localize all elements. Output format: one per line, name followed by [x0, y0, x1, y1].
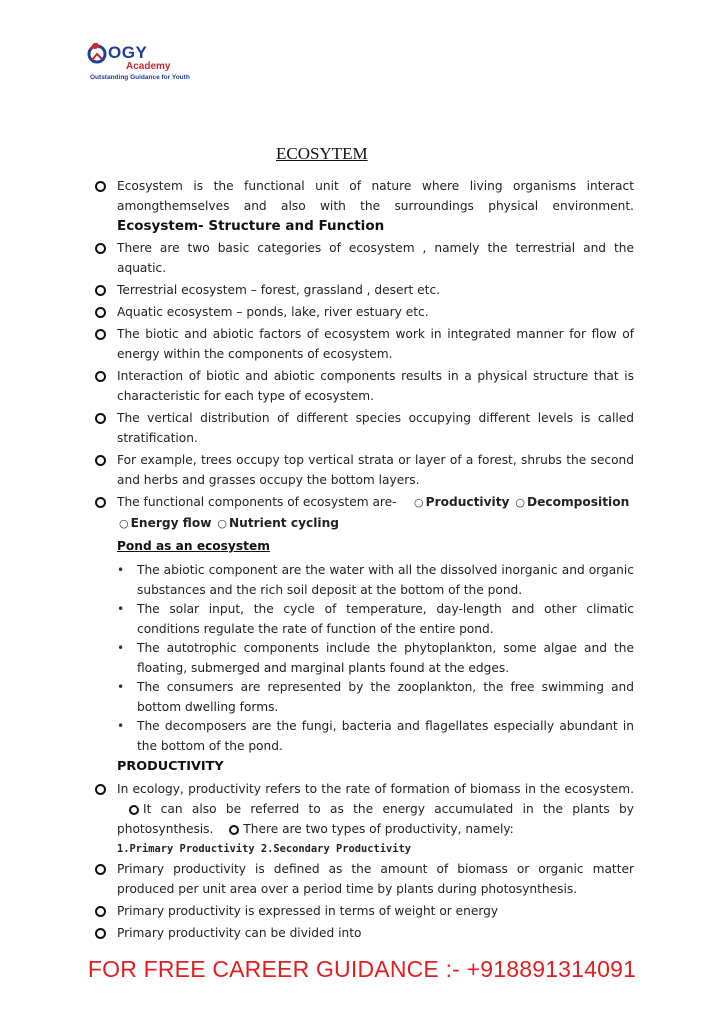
document-body	[92, 176, 634, 945]
component-decomposition: Decomposition	[526, 495, 630, 509]
ogy-academy-logo-icon	[86, 40, 110, 66]
pond-list-item	[92, 638, 634, 678]
footer-contact: FOR FREE CAREER GUIDANCE :- +918891314091	[87, 956, 637, 982]
small-circle-icon: ○	[414, 496, 424, 509]
item-text: For example, trees occupy top vertical strata or layer of a forest, shrubs the second and herbs and grasses occupy the bottom layers.	[117, 453, 634, 487]
page-title: ECOSYTEM	[276, 144, 368, 163]
list-item	[92, 302, 634, 322]
list-item	[92, 923, 634, 943]
list-item	[92, 779, 634, 857]
pond-list-item	[92, 677, 634, 717]
circle-bullet-icon	[95, 371, 106, 382]
item-text: The functional components of ecosystem are-	[117, 495, 397, 509]
circle-bullet-icon	[95, 243, 106, 254]
item-text: The vertical distribution of different species occupying different levels is called stratification.	[117, 411, 634, 445]
list-item	[92, 408, 634, 448]
section-heading: Ecosystem- Structure and Function	[117, 218, 385, 234]
circle-bullet-icon	[95, 285, 106, 296]
circle-bullet-icon	[95, 497, 106, 508]
pond-list	[92, 560, 634, 756]
item-text: There are two types of productivity, namely:	[243, 822, 514, 836]
circle-bullet-icon	[95, 307, 106, 318]
item-text: It can also be referred to as the energy accumulated in the plants by photosynthesis.	[117, 802, 634, 836]
circle-bullet-icon	[95, 784, 106, 795]
bullet-dot-icon: •	[117, 641, 125, 655]
circle-bullet-icon	[229, 825, 239, 835]
item-text: Primary productivity is defined as the amount of biomass or organic matter produced per unit area over a period time by plants during photosynthesis.	[117, 862, 634, 896]
bullet-text: The decomposers are the fungi, bacteria and flagellates especially abundant in the bottom of the pond.	[137, 719, 634, 753]
circle-bullet-icon	[95, 455, 106, 466]
small-circle-icon: ○	[515, 496, 525, 509]
item-text: Terrestrial ecosystem – forest, grassland , desert etc.	[117, 283, 441, 297]
bullet-text: The consumers are represented by the zooplankton, the free swimming and bottom dwelling forms.	[137, 680, 634, 714]
circle-bullet-icon	[129, 805, 139, 815]
pond-list-item	[92, 599, 634, 639]
list-item	[92, 238, 634, 278]
item-text: In ecology, productivity refers to the rate of formation of biomass in the ecosystem.	[117, 782, 634, 796]
item-text: The biotic and abiotic factors of ecosystem work in integrated manner for flow of energy within the components of ecosystem.	[117, 327, 634, 361]
item-text: Aquatic ecosystem – ponds, lake, river estuary etc.	[117, 305, 429, 319]
list-item	[92, 324, 634, 364]
item-text: Ecosystem is the functional unit of nature where living organisms interact amongthemselves and also with the surroundings physical environment.	[117, 179, 634, 213]
productivity-types: 1.Primary Productivity 2.Secondary Productivity	[117, 843, 412, 855]
list-item	[92, 859, 634, 899]
bullet-dot-icon: •	[117, 719, 125, 733]
component-productivity: Productivity	[425, 495, 510, 509]
list-item	[92, 450, 634, 490]
productivity-heading: PRODUCTIVITY	[117, 759, 224, 774]
item-text: Primary productivity is expressed in terms of weight or energy	[117, 904, 499, 918]
bullet-text: The autotrophic components include the phytoplankton, some algae and the floating, submerged and marginal plants found at the edges.	[137, 641, 634, 675]
bullet-dot-icon: •	[117, 602, 125, 616]
bullet-text: The solar input, the cycle of temperature, day-length and other climatic conditions regulate the rate of function of the entire pond.	[137, 602, 634, 636]
circle-bullet-icon	[95, 864, 106, 875]
circle-bullet-icon	[95, 181, 106, 192]
pond-heading: Pond as an ecosystem	[117, 539, 270, 553]
circle-bullet-icon	[95, 329, 106, 340]
pond-list-item	[92, 560, 634, 600]
list-item-functional	[92, 492, 634, 534]
logo-name: OGY	[108, 43, 148, 62]
logo	[86, 40, 196, 84]
component-energy-flow: Energy flow	[130, 516, 212, 530]
item-text: Primary productivity can be divided into	[117, 926, 362, 940]
circle-bullet-icon	[95, 906, 106, 917]
list-item	[92, 366, 634, 406]
bullet-text: The abiotic component are the water with all the dissolved inorganic and organic substances and the rich soil deposit at the bottom of the pond.	[137, 563, 634, 597]
circle-bullet-icon	[95, 413, 106, 424]
pond-list-item	[92, 716, 634, 756]
small-circle-icon: ○	[217, 517, 227, 530]
logo-sub: Academy	[126, 61, 171, 72]
small-circle-icon: ○	[119, 517, 129, 530]
list-item	[92, 901, 634, 921]
list-item	[92, 280, 634, 300]
component-nutrient-cycling: Nutrient cycling	[228, 516, 340, 530]
item-text: There are two basic categories of ecosystem , namely the terrestrial and the aquatic.	[117, 241, 634, 275]
circle-bullet-icon	[95, 928, 106, 939]
item-text: Interaction of biotic and abiotic components results in a physical structure that is characteristic for each type of ecosystem.	[117, 369, 634, 403]
list-item	[92, 176, 634, 236]
bullet-dot-icon: •	[117, 563, 125, 577]
bullet-dot-icon: •	[117, 680, 125, 694]
logo-tagline: Outstanding Guidance for Youth	[90, 74, 190, 81]
